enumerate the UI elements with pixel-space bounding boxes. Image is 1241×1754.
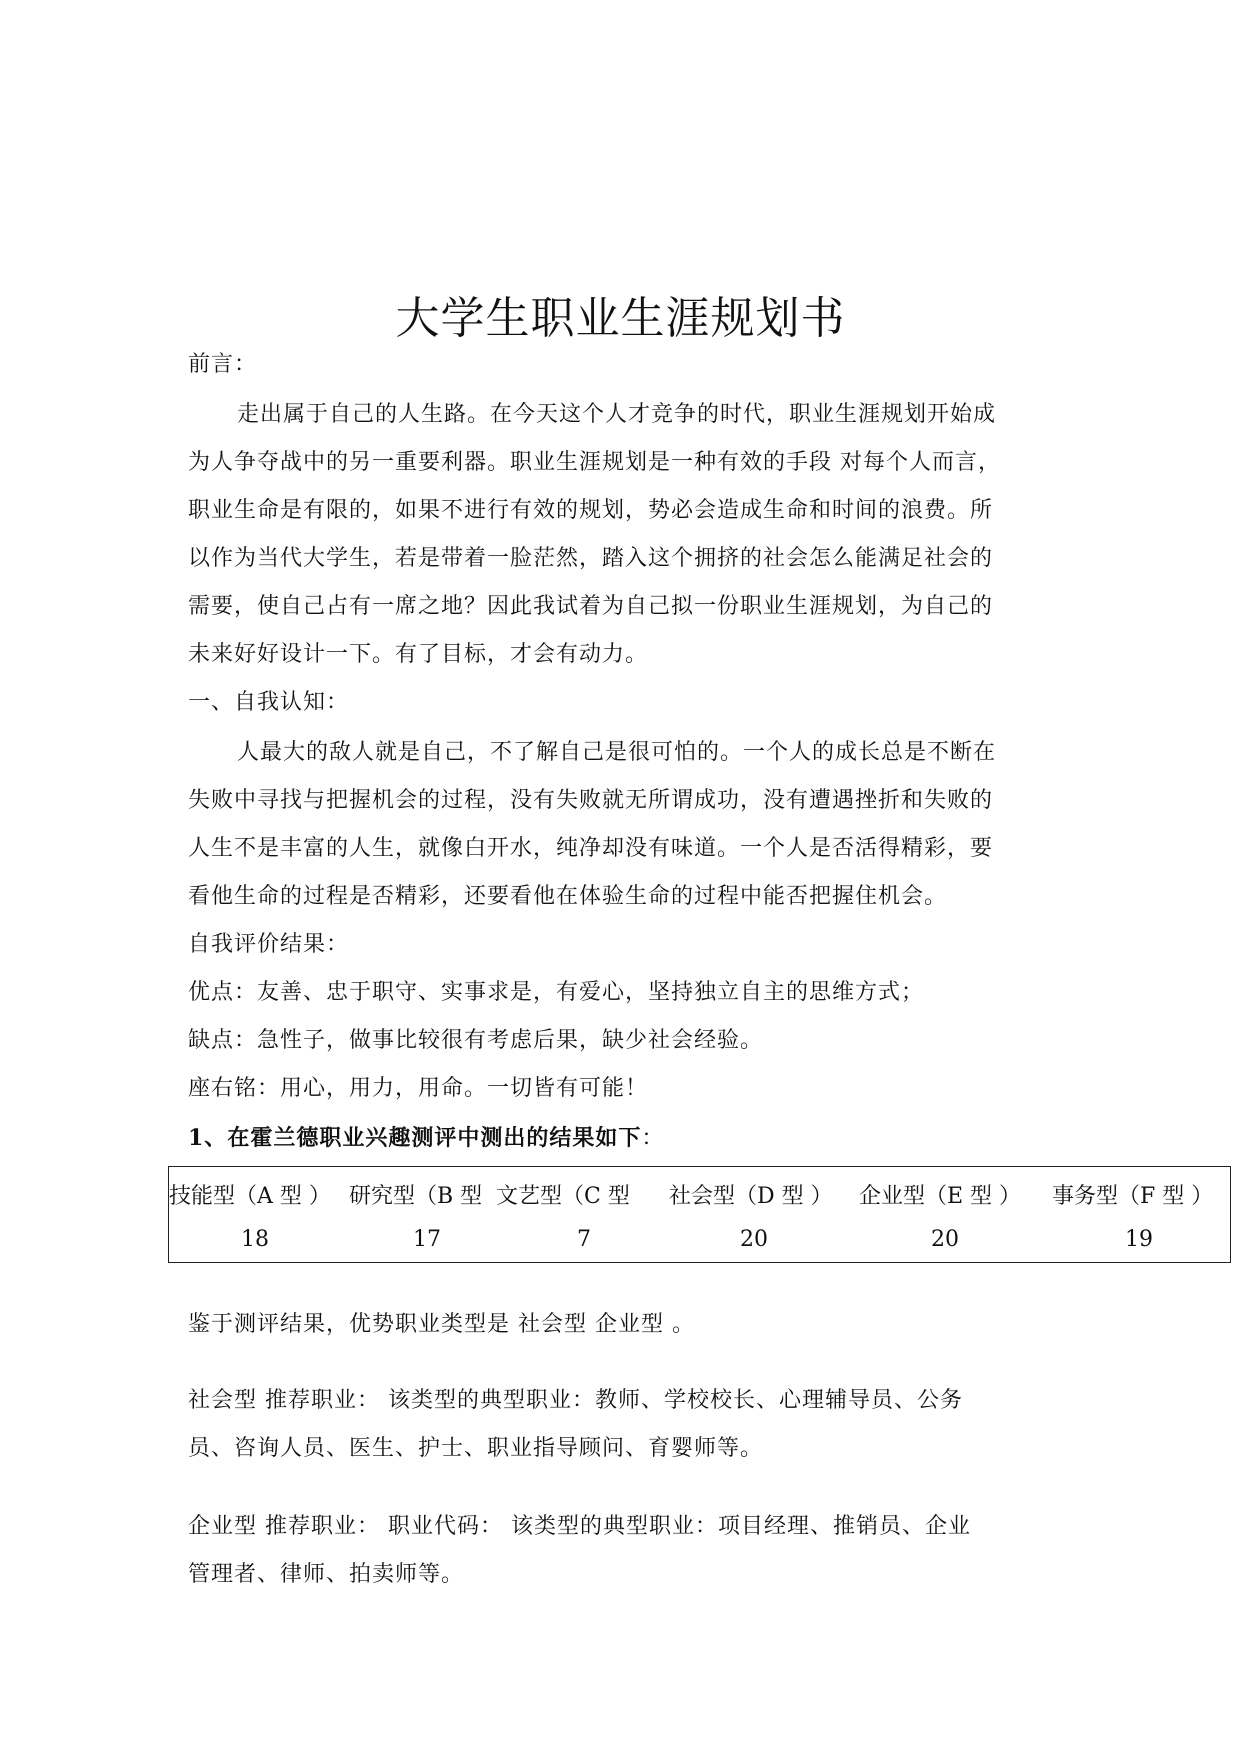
table-value-cell: 20	[740, 1227, 768, 1252]
document-title: 大学生职业生涯规划书	[395, 293, 846, 344]
section1-line: 失败中寻找与把握机会的过程，没有失败就无所谓成功，没有遭遇挫折和失败的	[188, 788, 994, 813]
preface-line: 职业生命是有限的，如果不进行有效的规划，势必会造成生命和时间的浪费。所	[188, 498, 994, 523]
social-type-line: 社会型 推荐职业： 该类型的典型职业：教师、学校校长、心理辅导员、公务	[188, 1388, 963, 1413]
table-value-cell: 17	[413, 1227, 441, 1252]
table-value-cell: 7	[577, 1227, 591, 1252]
holland-results-table	[168, 1166, 1231, 1263]
table-header-cell: 企业型（E 型 ）	[859, 1184, 1022, 1209]
table-header-cell: 研究型（B 型	[349, 1184, 483, 1209]
self-eval-heading: 自我评价结果：	[188, 932, 350, 957]
preface-line: 以作为当代大学生，若是带着一脸茫然，踏入这个拥挤的社会怎么能满足社会的	[188, 546, 994, 571]
preface-line: 未来好好设计一下。有了目标，才会有动力。	[188, 642, 649, 667]
social-type-line: 员、咨询人员、医生、护士、职业指导顾问、育婴师等。	[188, 1436, 764, 1461]
weaknesses-line: 缺点：急性子，做事比较很有考虑后果，缺少社会经验。	[188, 1028, 764, 1053]
conclusion-line: 鉴于测评结果，优势职业类型是 社会型 企业型 。	[188, 1312, 695, 1337]
test-heading-number: 1、	[188, 1125, 228, 1151]
section1-line: 人最大的敌人就是自己，不了解自己是很可怕的。一个人的成长总是不断在	[237, 740, 997, 765]
section1-heading: 一、自我认知：	[188, 690, 350, 715]
table-header-cell: 社会型（D 型 ）	[669, 1184, 833, 1209]
table-value-cell: 19	[1125, 1227, 1153, 1252]
preface-line: 为人争夺战中的另一重要利器。职业生涯规划是一种有效的手段 对每个人而言，	[188, 450, 1001, 475]
table-header-cell: 文艺型（C 型	[496, 1184, 630, 1209]
section1-line: 人生不是丰富的人生，就像白开水，纯净却没有味道。一个人是否活得精彩，要	[188, 836, 994, 861]
test-heading-colon: ：	[641, 1126, 665, 1151]
preface-line: 需要，使自己占有一席之地？因此我试着为自己拟一份职业生涯规划，为自己的	[188, 594, 994, 619]
strengths-line: 优点：友善、忠于职守、实事求是，有爱心，坚持独立自主的思维方式；	[188, 980, 925, 1005]
enterprise-type-line: 管理者、律师、拍卖师等。	[188, 1562, 465, 1587]
test-heading-text: 在霍兰德职业兴趣测评中测出的结果如下	[227, 1125, 642, 1151]
test-heading	[188, 1121, 664, 1152]
enterprise-type-line: 企业型 推荐职业： 职业代码： 该类型的典型职业：项目经理、推销员、企业	[188, 1514, 971, 1539]
motto-line: 座右铭：用心，用力，用命。一切皆有可能！	[188, 1076, 649, 1101]
table-value-cell: 20	[931, 1227, 959, 1252]
section1-line: 看他生命的过程是否精彩，还要看他在体验生命的过程中能否把握住机会。	[188, 884, 948, 909]
table-header-cell: 事务型（F 型 ）	[1052, 1184, 1214, 1209]
preface-heading: 前言：	[188, 352, 258, 377]
table-value-cell: 18	[241, 1227, 269, 1252]
preface-line: 走出属于自己的人生路。在今天这个人才竞争的时代，职业生涯规划开始成	[237, 402, 997, 427]
table-header-cell: 技能型（A 型 ）	[169, 1184, 331, 1209]
